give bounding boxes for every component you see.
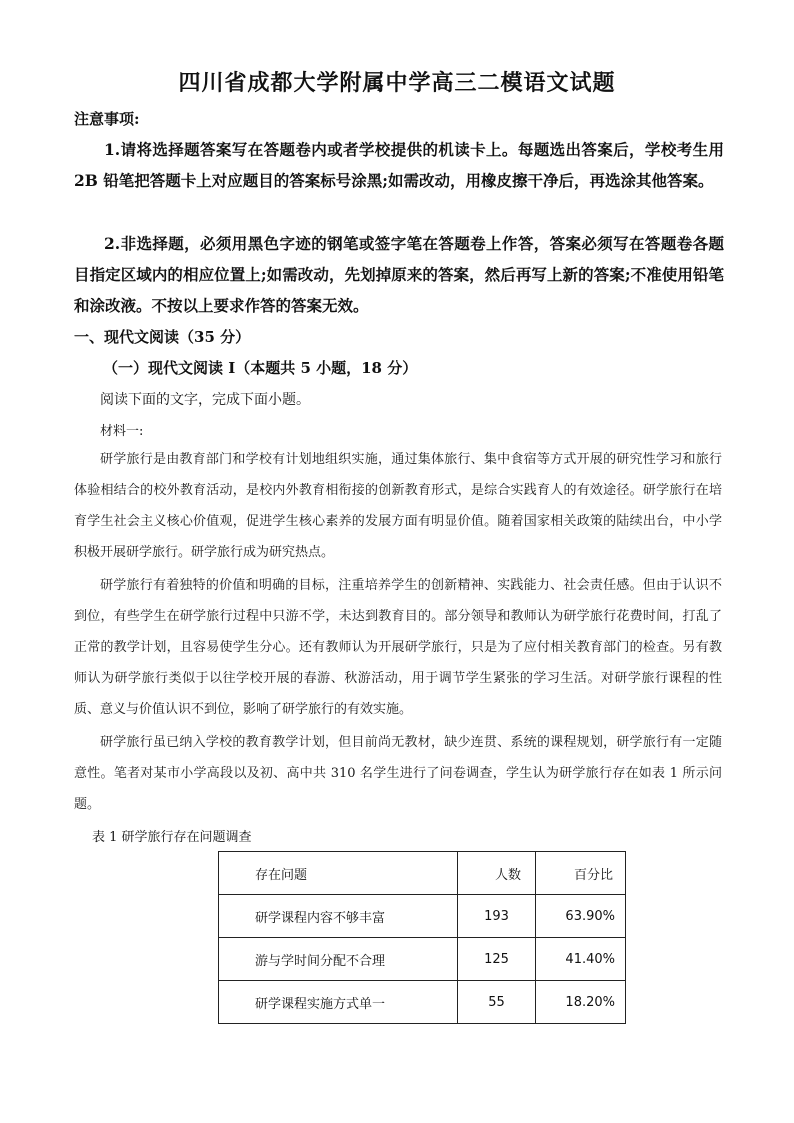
notice-item-2: 2.非选择题，必须用黑色字迹的钢笔或签字笔在答题卷上作答，答案必须写在答题卷各题目指定区域内的相应位置上;如需改动，先划掉原来的答案，然后再写上新的答案;不准使用铅笔和涂改液。不按以上要求作答的答案无效。 bbox=[74, 234, 724, 315]
header-problem: 存在问题 bbox=[219, 852, 458, 895]
header-count: 人数 bbox=[458, 852, 536, 895]
row-percent: 18.20% bbox=[536, 981, 626, 1024]
row-count: 193 bbox=[458, 895, 536, 938]
table-row bbox=[219, 981, 626, 1024]
section-heading: 一、现代文阅读（35 分） bbox=[74, 328, 251, 346]
row-problem: 研学课程实施方式单一 bbox=[219, 981, 458, 1024]
passage-paragraph-2: 研学旅行有着独特的价值和明确的目标，注重培养学生的创新精神、实践能力、社会责任感。但由于认识不到位，有些学生在研学旅行过程中只游不学，未达到教育目的。部分领导和教师认为研学旅行花费时间，打乱了正常的教学计划，且容易使学生分心。还有教师认为开展研学旅行，只是为了应付相关教育部门的检查。另有教师认为研学旅行类似于以往学校开展的春游、秋游活动，用于调节学生紧张的学习生活。对研学旅行课程的性质、意义与价值认识不到位，影响了研学旅行的有效实施。 bbox=[74, 578, 722, 717]
material-label: 材料一: bbox=[100, 424, 144, 439]
row-problem: 研学课程内容不够丰富 bbox=[219, 895, 458, 938]
exam-title: 四川省成都大学附属中学高三二模语文试题 bbox=[178, 70, 616, 96]
table-caption: 表 1 研学旅行存在问题调查 bbox=[92, 830, 252, 845]
reading-instruction: 阅读下面的文字，完成下面小题。 bbox=[100, 392, 310, 408]
row-count: 125 bbox=[458, 938, 536, 981]
passage-paragraph-1: 研学旅行是由教育部门和学校有计划地组织实施，通过集体旅行、集中食宿等方式开展的研究性学习和旅行体验相结合的校外教育活动，是校内外教育相衔接的创新教育形式，是综合实践育人的有效途径。研学旅行在培育学生社会主义核心价值观，促进学生核心素养的发展方面有明显价值。随着国家相关政策的陆续出台，中小学积极开展研学旅行。研学旅行成为研究热点。 bbox=[74, 452, 722, 560]
notice-heading: 注意事项: bbox=[74, 110, 140, 128]
survey-table bbox=[218, 851, 626, 1024]
row-count: 55 bbox=[458, 981, 536, 1024]
section-subheading: （一）现代文阅读 I（本题共 5 小题，18 分） bbox=[103, 359, 418, 377]
notice-item-1: 1.请将选择题答案写在答题卷内或者学校提供的机读卡上。每题选出答案后，学校考生用 2B 铅笔把答题卡上对应题目的答案标号涂黑;如需改动，用橡皮擦干净后，再选涂其他答案。 bbox=[74, 140, 724, 190]
header-percent: 百分比 bbox=[536, 852, 626, 895]
row-percent: 63.90% bbox=[536, 895, 626, 938]
table-header-row bbox=[219, 852, 626, 895]
row-problem: 游与学时间分配不合理 bbox=[219, 938, 458, 981]
passage-paragraph-3: 研学旅行虽已纳入学校的教育教学计划，但目前尚无教材，缺少连贯、系统的课程规划，研学旅行有一定随意性。笔者对某市小学高段以及初、高中共 310 名学生进行了问卷调查，学生认为研学旅行存在如表 1 所示问题。 bbox=[74, 735, 722, 812]
table-row bbox=[219, 895, 626, 938]
table-row bbox=[219, 938, 626, 981]
row-percent: 41.40% bbox=[536, 938, 626, 981]
